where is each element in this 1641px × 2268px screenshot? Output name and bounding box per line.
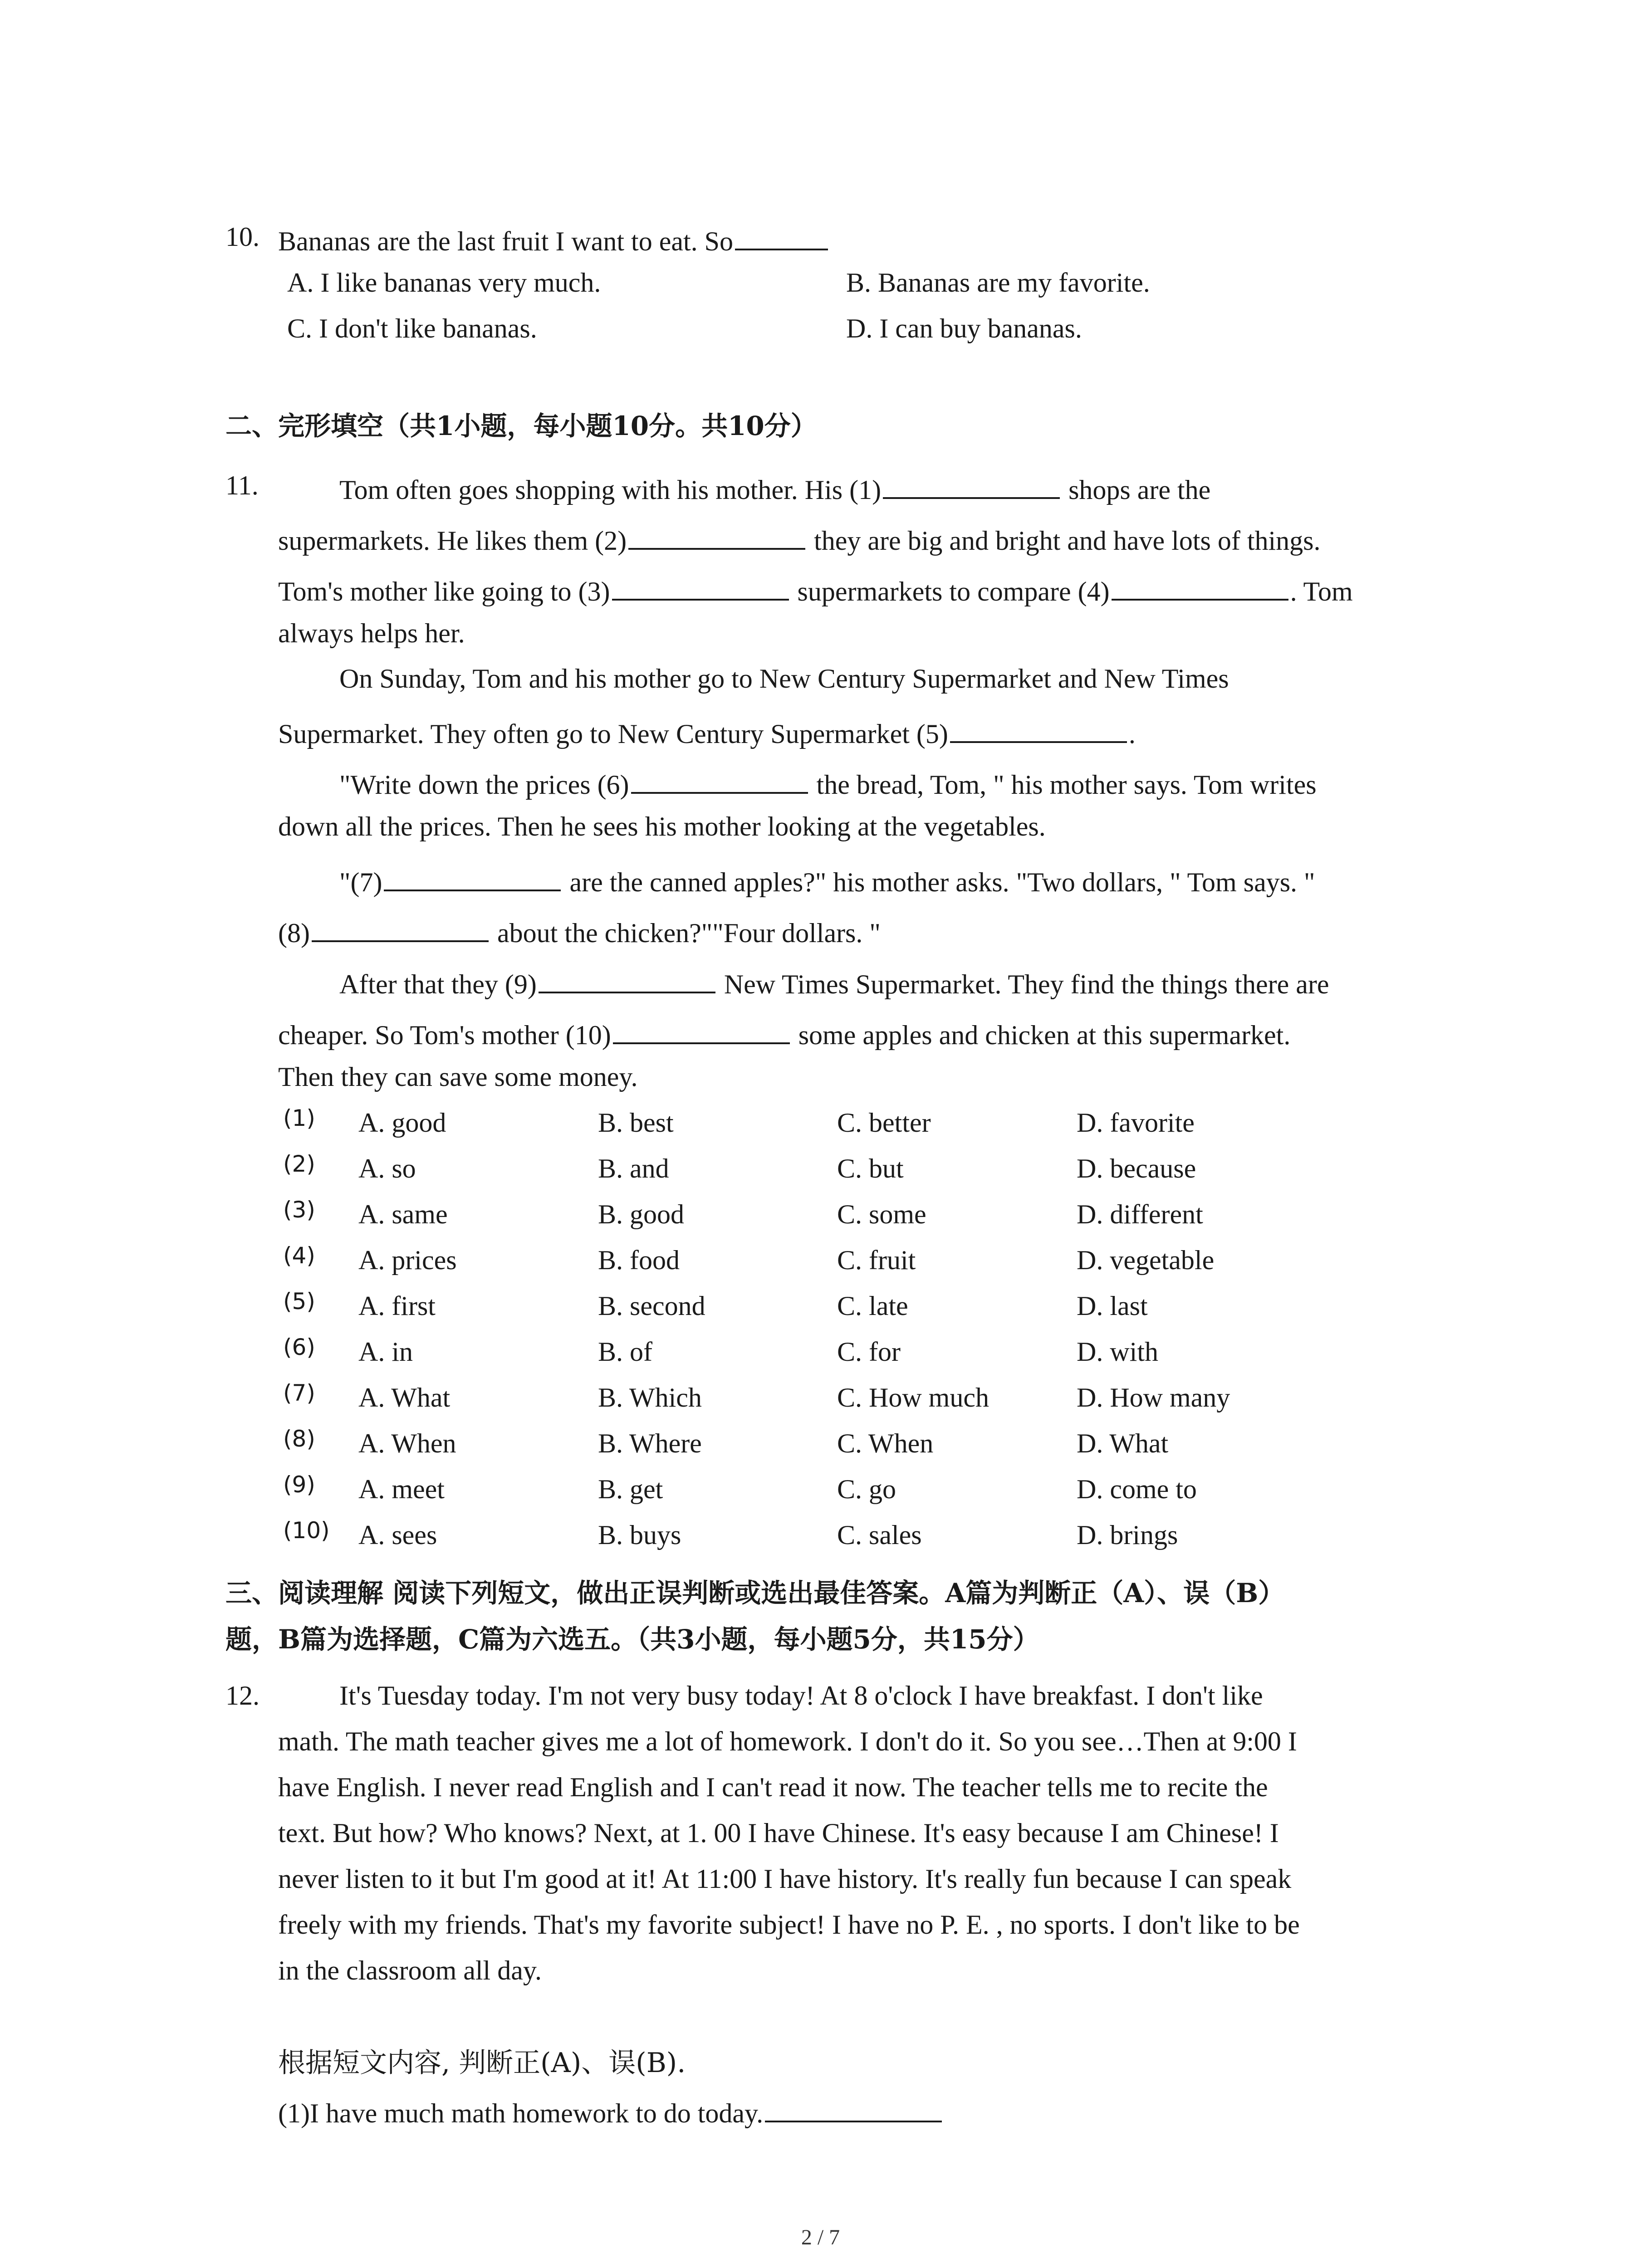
sub-question-text: (1)I have much math homework to do today. [278,2098,764,2128]
choice-a: A. so [358,1154,416,1183]
choice-a: A. good [358,1108,446,1138]
passage-line: Then they can save some money. [278,1062,638,1092]
choice-c: C. How much [837,1383,989,1413]
choice-c: C. for [837,1337,901,1367]
passage-text: "(7) [339,867,382,897]
passage-text: (8) [278,918,310,948]
choice-a: A. When [358,1428,456,1458]
choice-label: (1) [283,1105,315,1131]
choice-label: (9) [283,1471,315,1498]
passage-line [278,915,881,947]
choice-b: B. Which [598,1383,702,1413]
choice-d: D. How many [1077,1383,1230,1413]
choice-b: B. of [598,1337,652,1367]
blank-9[interactable] [539,966,715,993]
passage-text: shops are the [1068,475,1211,505]
passage-line [339,472,1210,503]
choice-c: C. fruit [837,1245,916,1275]
answer-blank[interactable] [765,2095,942,2122]
choice-c: C. some [837,1199,926,1229]
question-number: 11. [225,470,259,500]
blank-1[interactable] [883,472,1060,499]
blank-2[interactable] [628,523,805,550]
blank-6[interactable] [631,767,808,794]
passage-line [278,716,1136,748]
passage-line: always helps her. [278,618,465,648]
question-stem [278,223,830,255]
choice-d: D. last [1077,1291,1148,1321]
choice-a: A. same [358,1199,448,1229]
choice-a: A. prices [358,1245,457,1275]
passage-text: supermarkets to compare (4) [797,577,1110,606]
section-heading-cont: 题，B篇为选择题，C篇为六选五。（共3小题，每小题5分，共15分） [225,1624,1039,1655]
choice-d: D. because [1077,1154,1196,1183]
choice-label: (7) [283,1380,315,1406]
passage-line: have English. I never read English and I can't read it now. The teacher tells me to recite the [278,1772,1268,1802]
option-d: D. I can buy bananas. [846,313,1082,343]
passage-line [339,966,1329,998]
passage-line: in the classroom all day. [278,1955,542,1985]
page-number: 2 / 7 [801,2225,840,2249]
passage-line: freely with my friends. That's my favorite subject! I have no P. E. , no sports. I don't like to be [278,1910,1300,1940]
choice-d: D. favorite [1077,1108,1195,1138]
choice-a: A. meet [358,1474,445,1504]
passage-text: New Times Supermarket. They find the things there are [724,969,1329,999]
choice-c: C. but [837,1154,904,1183]
section-heading: 二、完形填空（共1小题，每小题10分。共10分） [225,411,817,441]
choice-d: D. What [1077,1428,1169,1458]
choice-label: (5) [283,1288,315,1315]
choice-b: B. good [598,1199,685,1229]
passage-text: . [1128,719,1136,749]
passage-line [278,523,1321,554]
passage-line: text. But how? Who knows? Next, at 1. 00 I have Chinese. It's easy because I am Chinese! I [278,1818,1279,1848]
choice-a: A. first [358,1291,436,1321]
choice-b: B. get [598,1474,663,1504]
passage-line: never listen to it but I'm good at it! At 11:00 I have history. It's really fun because I can speak [278,1864,1292,1894]
choice-label: (6) [283,1334,315,1360]
choice-a: A. sees [358,1520,437,1550]
choice-c: C. When [837,1428,934,1458]
sub-question [278,2095,944,2127]
question-number: 12. [225,1681,260,1711]
passage-line [278,573,1353,605]
passage-text: about the chicken?""Four dollars. " [497,918,881,948]
blank-7[interactable] [384,864,561,891]
blank-4[interactable] [1112,573,1288,601]
choice-d: D. brings [1077,1520,1178,1550]
passage-line [339,864,1315,896]
passage-line: It's Tuesday today. I'm not very busy today! At 8 o'clock I have breakfast. I don't like [339,1681,1263,1711]
choice-label: (4) [283,1242,315,1269]
passage-text: Tom's mother like going to (3) [278,577,610,606]
choice-label: (10) [283,1517,330,1544]
passage-line: math. The math teacher gives me a lot of homework. I don't do it. So you see…Then at 9:00 I [278,1726,1297,1756]
blank-8[interactable] [312,915,489,942]
passage-text: After that they (9) [339,969,537,999]
option-a: A. I like bananas very much. [287,268,601,298]
passage-text: cheaper. So Tom's mother (10) [278,1020,611,1050]
choice-c: C. better [837,1108,931,1138]
passage-line [278,1017,1290,1049]
choice-label: (8) [283,1426,315,1452]
choice-b: B. Where [598,1428,702,1458]
passage-text: are the canned apples?" his mother asks. "Two dollars, " Tom says. " [569,867,1315,897]
choice-c: C. sales [837,1520,922,1550]
choice-label: (2) [283,1151,315,1177]
section-heading: 三、阅读理解 阅读下列短文，做出正误判断或选出最佳答案。A篇为判断正（A）、误（B） [225,1578,1285,1608]
choice-b: B. buys [598,1520,681,1550]
choice-label: (3) [283,1197,315,1223]
passage-text: some apples and chicken at this supermarket. [798,1020,1291,1050]
choice-a: A. What [358,1383,451,1413]
option-b: B. Bananas are my favorite. [846,268,1150,298]
stem-text: Bananas are the last fruit I want to eat. So [278,226,734,256]
passage-text: Tom often goes shopping with his mother. His (1) [339,475,882,505]
choice-d: D. with [1077,1337,1158,1367]
choice-d: D. come to [1077,1474,1197,1504]
answer-blank[interactable] [735,223,828,250]
choice-b: B. food [598,1245,680,1275]
choice-a: A. in [358,1337,413,1367]
passage-line: On Sunday, Tom and his mother go to New Century Supermarket and New Times [339,664,1229,694]
blank-10[interactable] [613,1017,790,1044]
question-number: 10. [225,222,260,252]
passage-text: . Tom [1290,577,1353,606]
blank-3[interactable] [612,573,789,601]
choice-c: C. late [837,1291,908,1321]
choice-b: B. second [598,1291,705,1321]
passage-text: they are big and bright and have lots of things. [814,526,1321,556]
blank-5[interactable] [950,716,1127,743]
choice-d: D. different [1077,1199,1203,1229]
choice-d: D. vegetable [1077,1245,1215,1275]
passage-text: supermarkets. He likes them (2) [278,526,627,556]
passage-line: down all the prices. Then he sees his mother looking at the vegetables. [278,811,1046,841]
passage-text: Supermarket. They often go to New Century Supermarket (5) [278,719,948,749]
choice-b: B. and [598,1154,669,1183]
passage-text: the bread, Tom, " his mother says. Tom writes [816,770,1317,800]
choice-b: B. best [598,1108,674,1138]
choice-c: C. go [837,1474,896,1504]
passage-text: "Write down the prices (6) [339,770,629,800]
option-c: C. I don't like bananas. [287,313,537,343]
instruction-text: 根据短文内容, 判断正(A)、误(B). [278,2047,686,2079]
passage-line [339,767,1317,798]
